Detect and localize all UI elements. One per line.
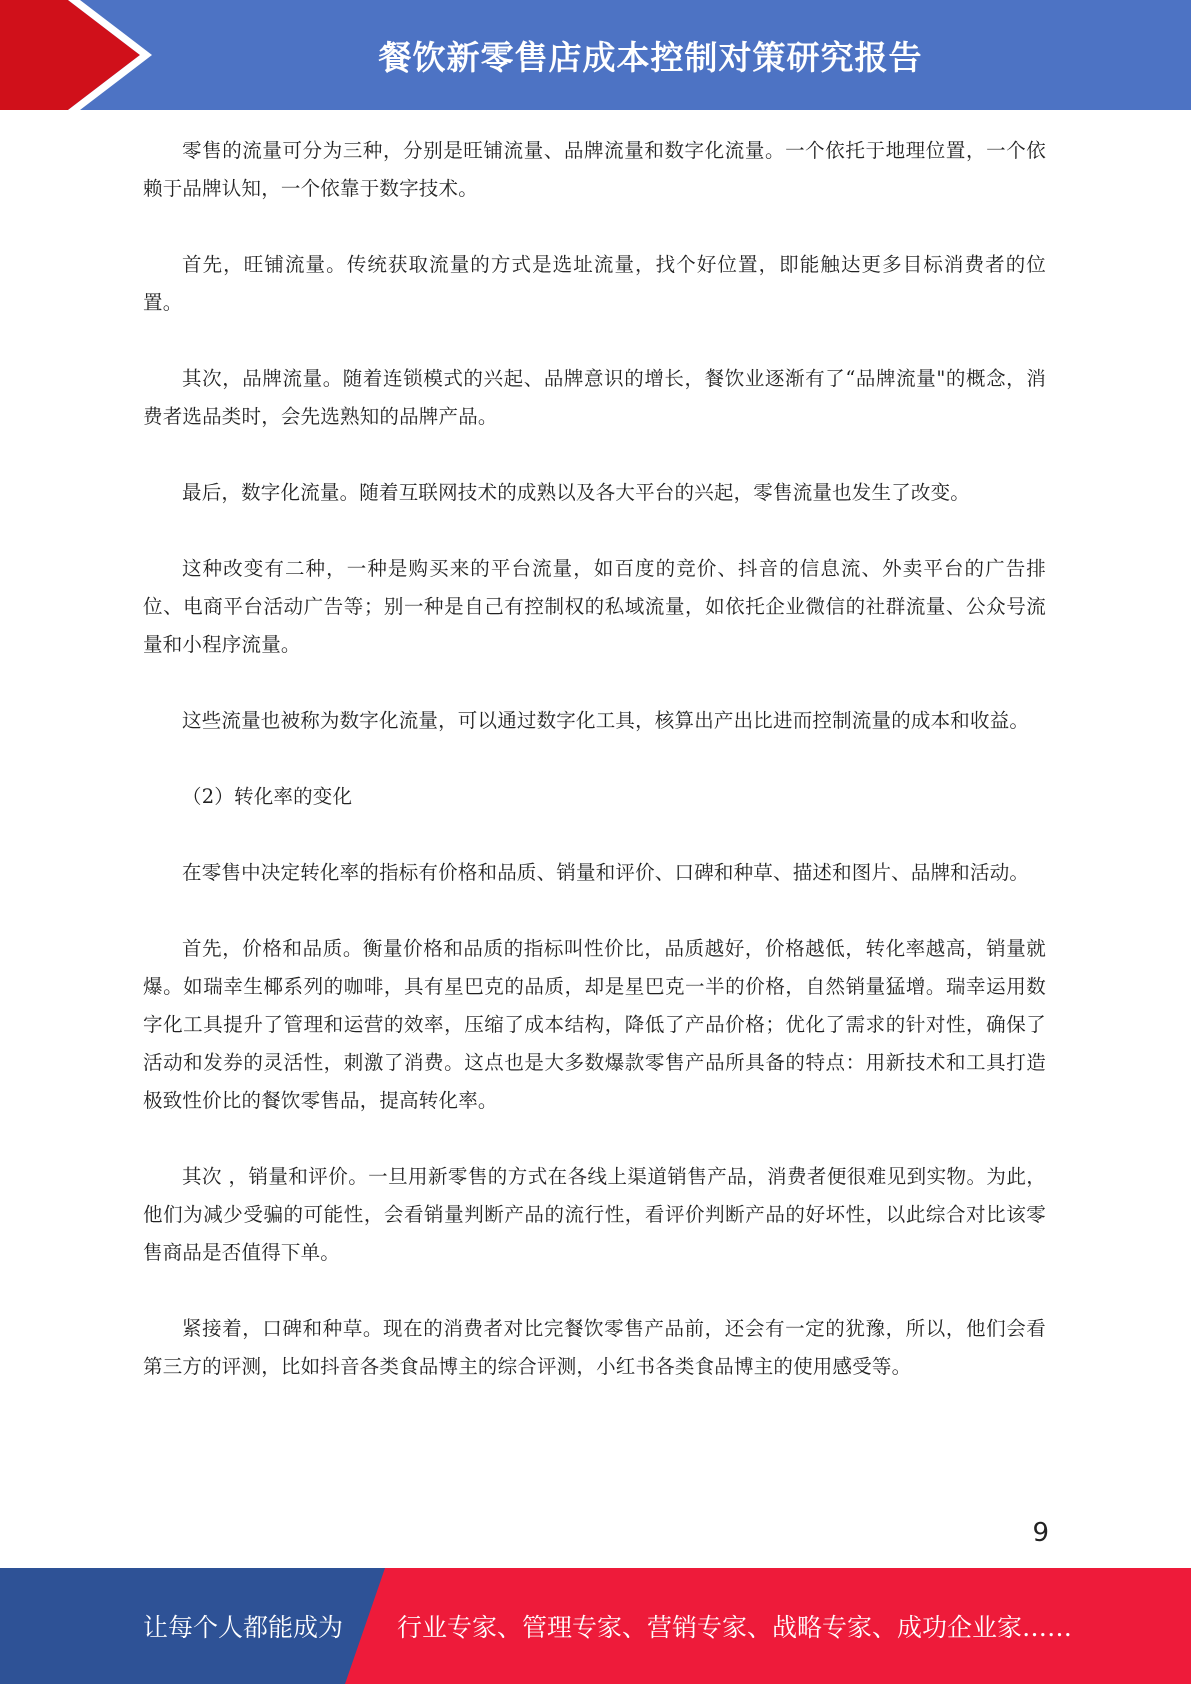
paragraph: 其次，品牌流量。随着连锁模式的兴起、品牌意识的增长，餐饮业逐渐有了“品牌流量"的概念，消费者选品类时，会先选熟知的品牌产品。 [143,367,1046,428]
paragraph: 在零售中决定转化率的指标有价格和品质、销量和评价、口碑和种草、描述和图片、品牌和活动。 [182,861,1030,884]
header-banner [0,0,1191,110]
paragraph: 首先，价格和品质。衡量价格和品质的指标叫性价比，品质越好，价格越低，转化率越高，销量就爆。如瑞幸生椰系列的咖啡，具有星巴克的品质，却是星巴克一半的价格，自然销量猛增。瑞幸运用数字化工具提升了管理和运营的效率，压缩了成本结构，降低了产品价格；优化了需求的针对性，确保了活动和发券的灵活性，刺激了消费。这点也是大多数爆款零售产品所具备的特点：用新技术和工具打造极致性价比的餐饮零售品，提高转化率。 [143,937,1046,1112]
paragraph: 最后，数字化流量。随着互联网技术的成熟以及各大平台的兴起，零售流量也发生了改变。 [182,481,971,504]
paragraph: 紧接着，口碑和种草。现在的消费者对比完餐饮零售产品前，还会有一定的犹豫，所以，他们会看第三方的评测，比如抖音各类食品博主的综合评测，小红书各类食品博主的使用感受等。 [143,1317,1046,1378]
page-number: 9 [1032,1518,1049,1548]
paragraph: 这种改变有二种，一种是购买来的平台流量，如百度的竞价、抖音的信息流、外卖平台的广告排位、电商平台活动广告等；别一种是自己有控制权的私域流量，如依托企业微信的社群流量、公众号流量和小程序流量。 [143,557,1046,656]
header-chevron-decoration [0,0,160,110]
paragraph: 首先，旺铺流量。传统获取流量的方式是选址流量，找个好位置，即能触达更多目标消费者的位置。 [143,253,1046,314]
document-body [143,132,1046,1424]
footer-slogan-left: 让每个人都能成为 [143,1613,344,1642]
paragraph: 零售的流量可分为三种，分别是旺铺流量、品牌流量和数字化流量。一个依托于地理位置，一个依赖于品牌认知，一个依靠于数字技术。 [143,139,1046,200]
footer-banner [0,1568,1191,1684]
paragraph: 这些流量也被称为数字化流量，可以通过数字化工具，核算出产出比进而控制流量的成本和收益。 [182,709,1030,732]
section-subheading: （2）转化率的变化 [182,785,353,808]
footer-slogan-right: 行业专家、管理专家、营销专家、战略专家、成功企业家…… [397,1613,1073,1642]
paragraph: 其次 ，销量和评价。一旦用新零售的方式在各线上渠道销售产品，消费者便很难见到实物。为此，他们为减少受骗的可能性，会看销量判断产品的流行性，看评价判断产品的好坏性，以此综合对比该零售商品是否值得下单。 [143,1165,1046,1264]
report-title: 餐饮新零售店成本控制对策研究报告 [378,37,923,77]
